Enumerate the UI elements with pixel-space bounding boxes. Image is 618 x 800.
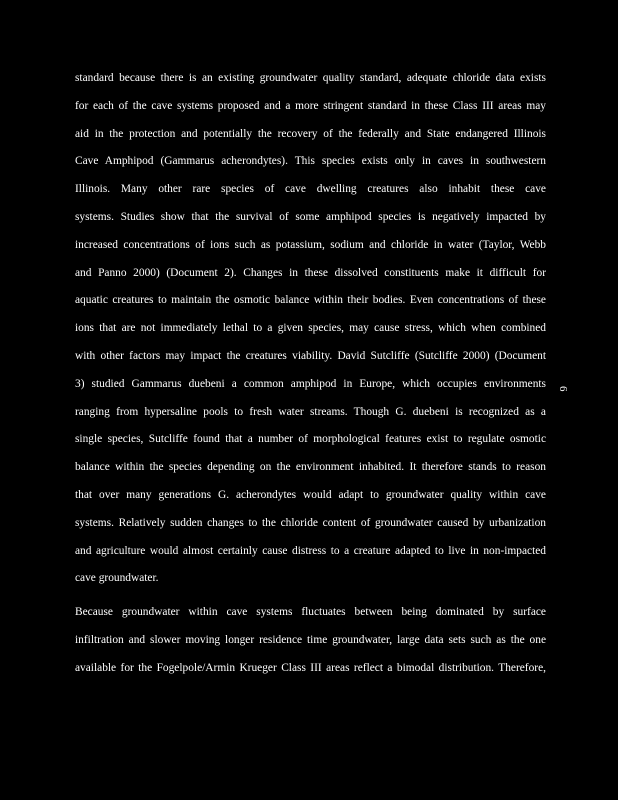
body-text [75, 68, 546, 686]
text-line: aquatic creatures to maintain the osmotic balance within their bodies. Even concentrations of these [75, 294, 546, 307]
text-line: standard because there is an existing groundwater quality standard, adequate chloride data exists [75, 72, 546, 84]
text-line: infiltration and slower moving longer residence time groundwater, large data sets such as the one [75, 633, 546, 646]
text-line: that over many generations G. acherondytes would adapt to groundwater quality within cave [75, 488, 546, 501]
text-line: systems. Studies show that the survival of some amphipod species is negatively impacted by [75, 210, 546, 223]
text-line: and Panno 2000) (Document 2). Changes in these dissolved constituents make it difficult for [75, 266, 546, 279]
text-line: ranging from hypersaline pools to fresh water streams. Though G. duebeni is recognized as a [75, 405, 546, 418]
text-line: increased concentrations of ions such as potassium, sodium and chloride in water (Taylor, Webb [75, 238, 546, 251]
page-number: 6 [557, 386, 569, 392]
text-line: Cave Amphipod (Gammarus acherondytes). This species exists only in caves in southwestern [75, 155, 546, 168]
text-line: with other factors may impact the creatures viability. David Sutcliffe (Sutcliffe 2000) (Document [75, 349, 546, 362]
text-line: ions that are not immediately lethal to a given species, may cause stress, which when combined [75, 322, 546, 335]
paragraph-1 [75, 68, 546, 596]
text-line: single species, Sutcliffe found that a number of morphological features exist to regulate osmotic [75, 433, 546, 446]
text-line: systems. Relatively sudden changes to the chloride content of groundwater caused by urbanization [75, 516, 546, 529]
text-line: cave groundwater. [75, 572, 159, 585]
text-line: balance within the species depending on the environment inhabited. It therefore stands to reason [75, 461, 546, 474]
text-line: aid in the protection and potentially the recovery of the federally and State endangered Illinois [75, 127, 546, 140]
text-line: Illinois. Many other rare species of cave dwelling creatures also inhabit these cave [75, 183, 546, 196]
text-line: Because groundwater within cave systems fluctuates between being dominated by surface [75, 606, 546, 619]
text-line: for each of the cave systems proposed and a more stringent standard in these Class III areas may [75, 99, 546, 112]
text-line: and agriculture would almost certainly cause distress to a creature adapted to live in non-impacted [75, 544, 546, 557]
paragraph-2 [75, 602, 546, 685]
text-line: 3) studied Gammarus duebeni a common amphipod in Europe, which occupies environments [75, 377, 546, 390]
text-line: available for the Fogelpole/Armin Krueger Class III areas reflect a bimodal distribution. Therefore, [75, 661, 546, 674]
